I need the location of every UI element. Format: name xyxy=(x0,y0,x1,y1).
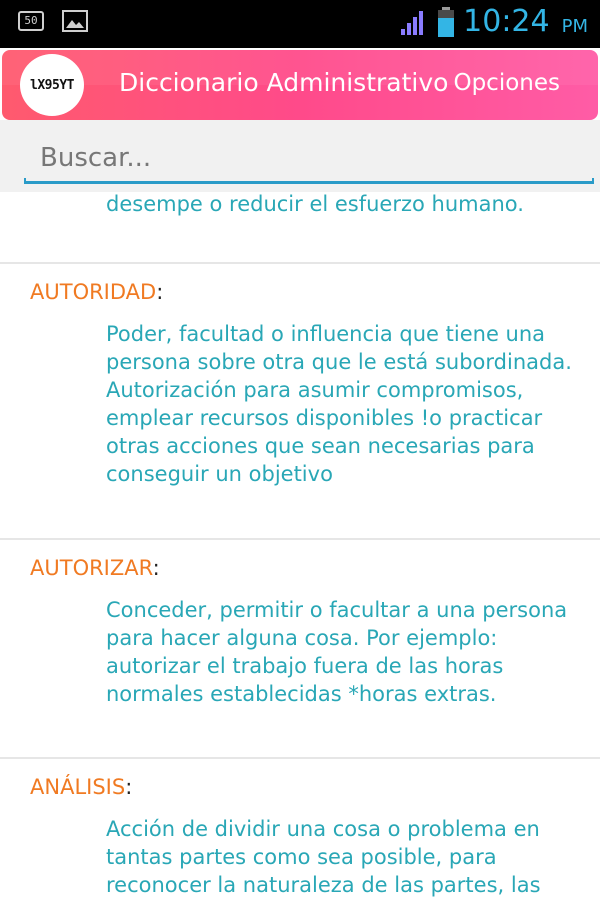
list-item xyxy=(0,190,600,262)
term-colon: : xyxy=(156,280,164,304)
battery-icon xyxy=(437,6,455,38)
list-item[interactable] xyxy=(0,540,600,757)
term-word: AUTORIDAD xyxy=(30,280,157,304)
list-item[interactable] xyxy=(0,759,600,919)
definition-text: desempe o reducir el esfuerzo humano. xyxy=(106,192,524,216)
definition-text: Conceder, permitir o facultar a una persona para hacer alguna cosa. Por ejemplo: autorizar el trabajo fuera de las horas normales establecidas *horas extras. xyxy=(106,598,568,706)
definition-text: Poder, facultad o influencia que tiene una persona sobre otra que le está subordinada. Autorización para asumir compromisos, emplear recursos disponibles !o practicar otras acciones que sean necesarias para conseguir un objetivo xyxy=(106,322,572,486)
search-bar xyxy=(0,120,600,192)
image-icon xyxy=(62,10,88,32)
app-logo[interactable]: lX95YT xyxy=(20,54,84,116)
clock-time: 10:24 xyxy=(463,4,550,39)
notification-badge-icon: 50 xyxy=(18,11,44,31)
term-colon: : xyxy=(125,775,133,799)
signal-icon xyxy=(399,7,429,37)
search-input[interactable] xyxy=(24,134,594,182)
term-heading xyxy=(0,264,600,304)
term-heading xyxy=(0,759,600,799)
list-item[interactable] xyxy=(0,264,600,538)
term-colon: : xyxy=(152,556,160,580)
app-title: Diccionario Administrativo xyxy=(119,68,449,97)
definition-text: Acción de dividir una cosa o problema en tantas partes como sea posible, para reconocer la naturaleza de las partes, las xyxy=(106,817,541,897)
term-heading xyxy=(0,540,600,580)
term-word: AUTORIZAR xyxy=(30,556,153,580)
clock-ampm: PM xyxy=(561,16,588,37)
app-bar xyxy=(2,50,598,120)
term-word: ANÁLISIS xyxy=(30,775,126,799)
definitions-list xyxy=(0,192,600,919)
status-bar xyxy=(0,0,600,48)
options-menu-button[interactable]: Opciones xyxy=(453,70,560,96)
